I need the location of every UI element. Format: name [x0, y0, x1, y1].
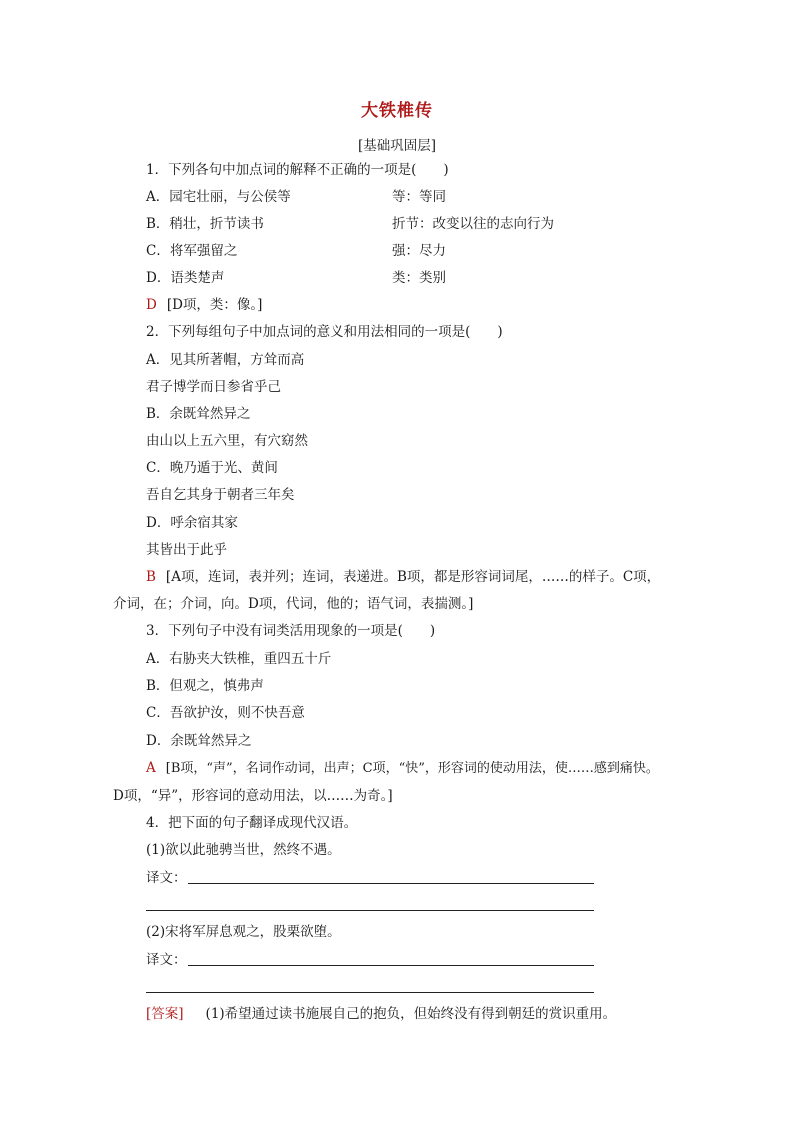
q1-option-a: A．园宅壮丽，与公侯等: [146, 189, 291, 205]
question-1-stem: 1．下列各句中加点词的解释不正确的一项是( ): [146, 162, 449, 178]
q2-line-4: 由山以上五六里，有穴窈然: [146, 433, 308, 449]
q1-answer-letter: D: [146, 297, 157, 313]
question-4-stem: 4．把下面的句子翻译成现代汉语。: [146, 815, 358, 831]
question-2-stem: 2．下列每组句子中加点词的意义和用法相同的一项是( ): [146, 324, 503, 340]
q4-translation-label-2: 译文：: [146, 952, 187, 968]
q1-option-b: B．稍壮，折节读书: [146, 216, 264, 232]
q1-option-d: D．语类楚声: [146, 270, 225, 286]
q1-explanation: [D项，类：像。]: [166, 297, 263, 313]
q4-sentence-2: (2)宋将军屏息观之，股栗欲堕。: [146, 924, 341, 940]
q2-explanation-2: 介词，在；介词，向。D项，代词，他的；语气词，表揣测。]: [113, 596, 474, 612]
q4-answer-line-4: [146, 992, 594, 993]
q3-option-c: C．吾欲护汝，则不快吾意: [146, 705, 305, 721]
q1-option-d-gloss: 类：类别: [392, 270, 446, 286]
q1-option-c-gloss: 强：尽力: [392, 243, 446, 259]
q3-option-d: D．余既耸然异之: [146, 733, 252, 749]
q4-answer-line-1: [188, 883, 594, 884]
q2-line-6: 吾自乞其身于朝者三年矣: [146, 487, 295, 503]
question-3-stem: 3．下列句子中没有词类活用现象的一项是( ): [146, 623, 436, 639]
q3-option-a: A．右胁夹大铁椎，重四五十斤: [146, 651, 332, 667]
q2-line-5: C．晚乃遁于光、黄间: [146, 460, 278, 476]
q4-answer-line-2: [146, 910, 594, 911]
q1-answer: [146, 295, 262, 315]
q4-sentence-1: (1)欲以此驰骋当世，然终不遇。: [146, 842, 341, 858]
answer-text: (1)希望通过读书施展自己的抱负，但始终没有得到朝廷的赏识重用。: [205, 1006, 617, 1022]
q3-answer-letter: A: [146, 760, 156, 776]
answer-tag: [答案]: [146, 1006, 184, 1022]
q2-answer: [146, 567, 660, 587]
q3-explanation-1: [B项，“声”，名词作动词，出声；C项，“快”，形容词的使动用法，使……感到痛快。: [165, 761, 659, 776]
page-title: 大铁椎传: [361, 101, 433, 121]
q4-translation-label-1: 译文：: [146, 870, 187, 886]
q3-answer: [146, 758, 659, 779]
section-heading: [基础巩固层]: [357, 138, 437, 154]
q2-line-3: B．余既耸然异之: [146, 406, 251, 422]
q2-answer-letter: B: [146, 569, 156, 585]
q2-line-7: D．呼余宿其家: [146, 515, 238, 531]
q2-line-2: 君子博学而日参省乎己: [146, 379, 281, 395]
q3-option-b: B．但观之，慎弗声: [146, 678, 264, 694]
q2-line-8: 其皆出于此乎: [146, 542, 227, 558]
q2-line-1: A．见其所著帽，方耸而高: [146, 352, 305, 368]
answer-row: [146, 1004, 616, 1024]
q3-explanation-2: D项，“异”，形容词的意动用法，以……为奇。]: [113, 788, 393, 804]
q1-option-c: C．将军强留之: [146, 243, 238, 259]
q1-option-b-gloss: 折节：改变以往的志向行为: [392, 216, 554, 232]
q1-option-a-gloss: 等：等同: [392, 189, 446, 205]
q4-answer-line-3: [188, 965, 594, 966]
q2-explanation-1: [A项，连词，表并列；连词，表递进。B项，都是形容词词尾，……的样子。C项，: [165, 569, 661, 585]
